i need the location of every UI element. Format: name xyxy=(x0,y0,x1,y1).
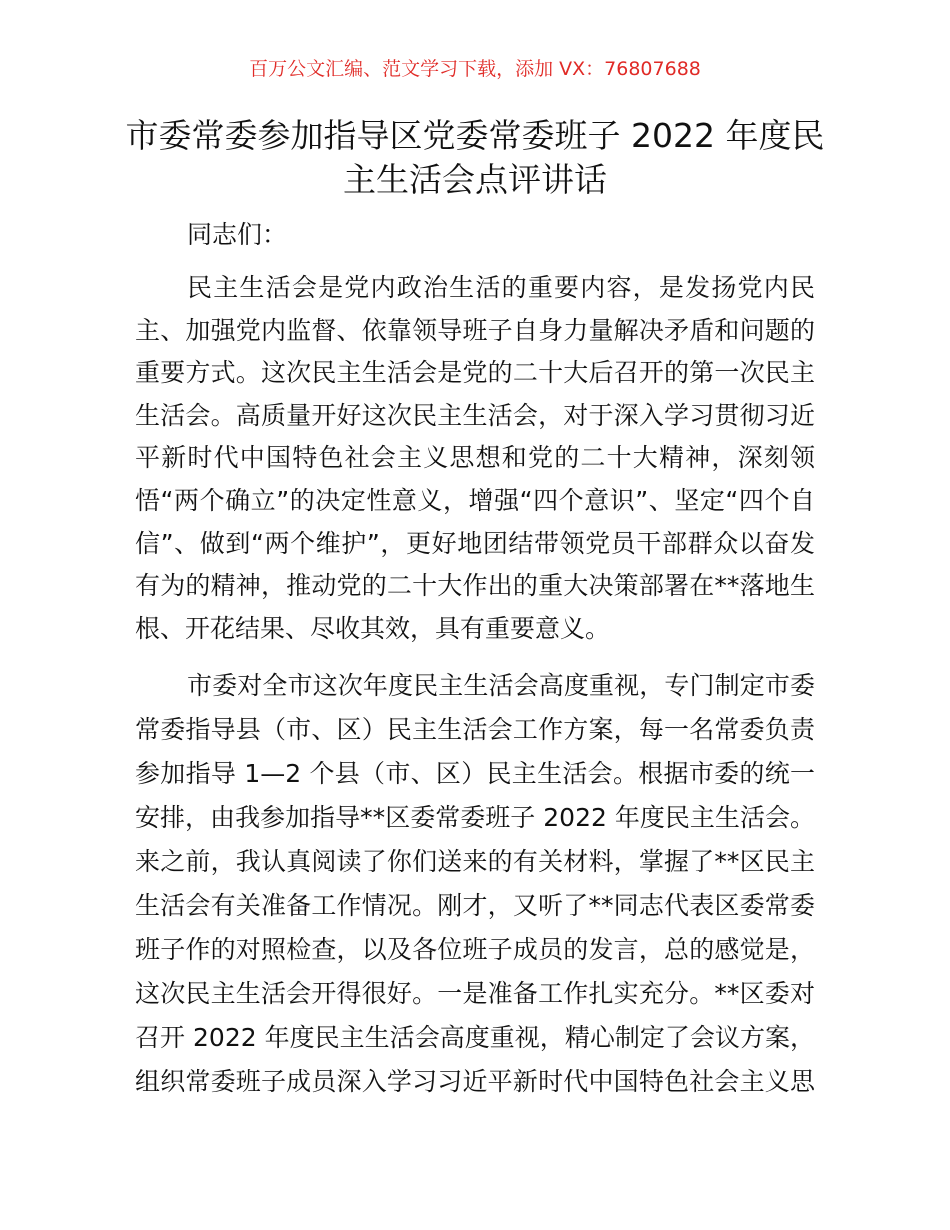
paragraph-line: 悟“两个确立”的决定性意义，增强“四个意识”、坚定“四个自 xyxy=(135,486,815,515)
paragraph-line: 平新时代中国特色社会主义思想和党的二十大精神，深刻领 xyxy=(135,443,815,473)
paragraph-line: 市委对全市这次年度民主生活会高度重视，专门制定市委 xyxy=(187,671,815,700)
document-title-line-2: 主生活会点评讲话 xyxy=(343,160,607,199)
paragraph-line: 有为的精神，推动党的二十大作出的重大决策部署在**落地生 xyxy=(135,571,815,601)
document-title-line-1: 市委常委参加指导区党委常委班子 2022 年度民 xyxy=(125,116,825,155)
paragraph-line: 生活会有关准备工作情况。刚才，又听了**同志代表区委常委 xyxy=(135,891,815,920)
paragraph-line: 信”、做到“两个维护”，更好地团结带领党员干部群众以奋发 xyxy=(135,528,815,558)
paragraph-line: 来之前，我认真阅读了你们送来的有关材料，掌握了**区民主 xyxy=(135,847,815,876)
paragraph-line: 生活会。高质量开好这次民主生活会，对于深入学习贯彻习近 xyxy=(135,400,815,430)
paragraph-line: 这次民主生活会开得很好。一是准备工作扎实充分。**区委对 xyxy=(135,979,815,1008)
paragraph-line: 主、加强党内监督、依靠领导班子自身力量解决矛盾和问题的 xyxy=(135,315,815,345)
paragraph-line: 组织常委班子成员深入学习习近平新时代中国特色社会主义思 xyxy=(135,1067,815,1096)
paragraph-line: 常委指导县（市、区）民主生活会工作方案，每一名常委负责 xyxy=(135,715,815,744)
paragraph-line: 根、开花结果、尽收其效，具有重要意义。 xyxy=(135,613,611,643)
paragraph-line: 召开 2022 年度民主生活会高度重视，精心制定了会议方案， xyxy=(135,1023,815,1052)
paragraph-line: 重要方式。这次民主生活会是党的二十大后召开的第一次民主 xyxy=(135,358,815,388)
paragraph-line: 参加指导 1—2 个县（市、区）民主生活会。根据市委的统一 xyxy=(135,759,815,788)
paragraph-line: 民主生活会是党内政治生活的重要内容，是发扬党内民 xyxy=(187,273,815,302)
paragraph-line: 班子作的对照检查，以及各位班子成员的发言，总的感觉是， xyxy=(135,935,815,964)
paragraph-line: 安排，由我参加指导**区委常委班子 2022 年度民主生活会。 xyxy=(135,803,815,832)
salutation: 同志们： xyxy=(187,220,288,249)
header-notice: 百万公文汇编、范文学习下载，添加 VX：76807688 xyxy=(249,58,701,80)
